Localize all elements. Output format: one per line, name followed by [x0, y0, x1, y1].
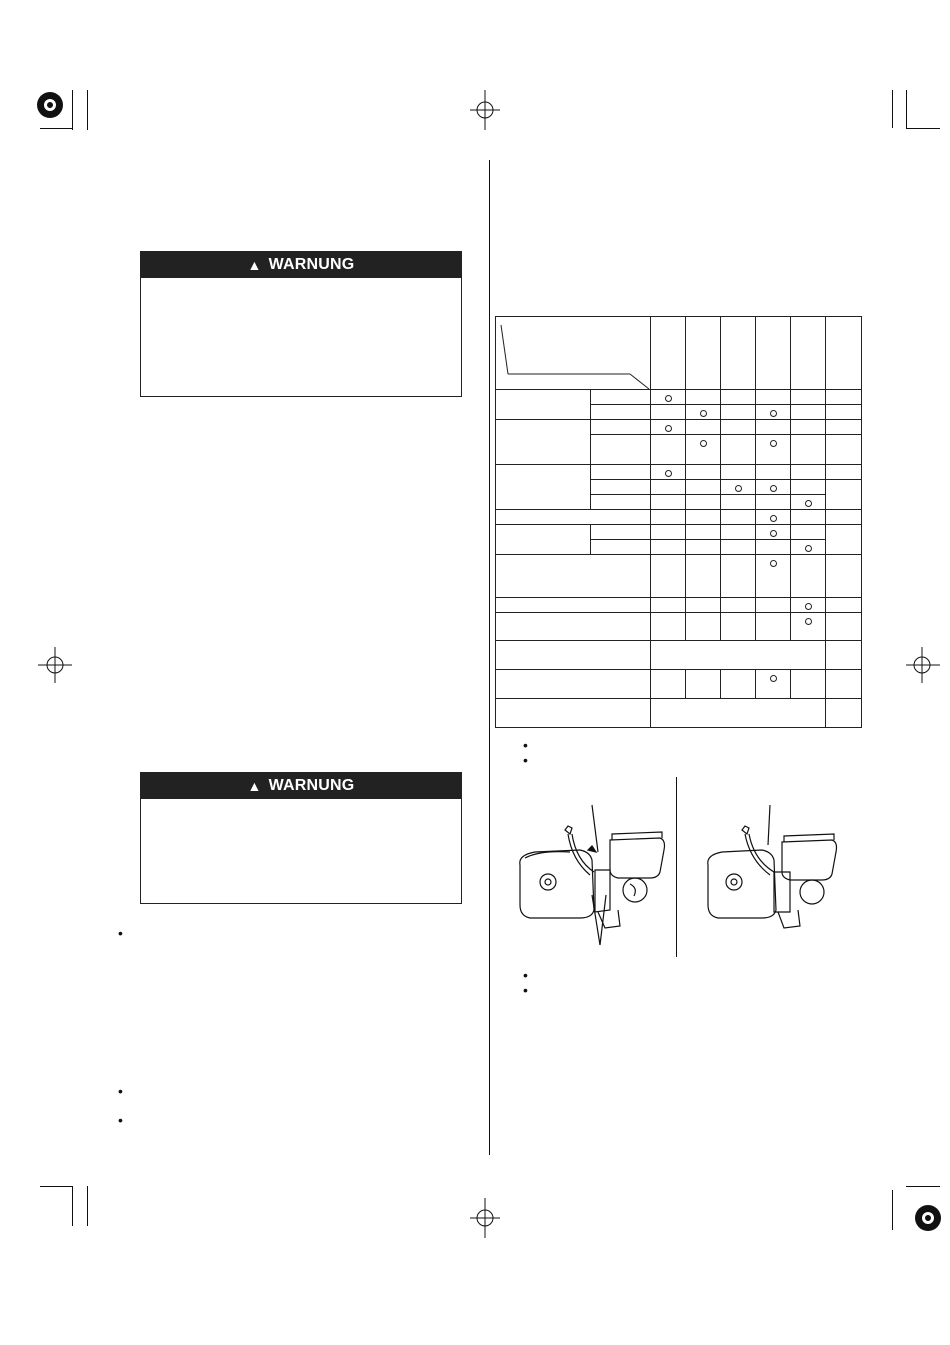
registration-crosshair-bottom [465, 1198, 505, 1238]
table-row [496, 641, 862, 670]
table-row [496, 699, 862, 728]
illustration-divider [676, 777, 677, 957]
bullet-marker: • [523, 752, 528, 768]
table-row [496, 598, 862, 613]
bullet-marker: • [523, 982, 528, 998]
warning-triangle-icon: ▲ [247, 778, 262, 794]
engine-illustration-right [700, 800, 860, 950]
schedule-mark [700, 440, 707, 447]
warning-label: WARNUNG [268, 777, 355, 794]
schedule-mark [665, 425, 672, 432]
table-row [496, 670, 862, 699]
schedule-mark [805, 618, 812, 625]
schedule-mark [770, 410, 777, 417]
warning-box-1 [140, 251, 462, 397]
table-row [496, 525, 862, 540]
warning-label: WARNUNG [268, 256, 355, 273]
table-row [496, 510, 862, 525]
table-header-corner [496, 317, 651, 390]
schedule-mark [700, 410, 707, 417]
table-row [496, 613, 862, 641]
registration-crosshair-right [900, 645, 945, 685]
schedule-mark [770, 530, 777, 537]
column-divider [489, 160, 490, 1155]
schedule-mark [665, 470, 672, 477]
schedule-mark [770, 675, 777, 682]
table-row [496, 465, 862, 480]
warning-header [141, 252, 461, 278]
bullet-marker: • [118, 1112, 123, 1128]
warning-header [141, 773, 461, 799]
schedule-mark [805, 545, 812, 552]
table-row [496, 555, 862, 598]
bullet-marker: • [118, 925, 123, 941]
schedule-mark [735, 485, 742, 492]
table-row [496, 420, 862, 435]
schedule-mark [770, 560, 777, 567]
maintenance-schedule-table [495, 316, 862, 728]
registration-crosshair-top [465, 90, 505, 130]
schedule-mark [770, 485, 777, 492]
engine-illustration-left [510, 800, 675, 950]
bullet-marker: • [523, 737, 528, 753]
schedule-mark [805, 603, 812, 610]
schedule-mark [770, 440, 777, 447]
schedule-mark [770, 515, 777, 522]
schedule-mark [665, 395, 672, 402]
schedule-mark [805, 500, 812, 507]
table-row [496, 390, 862, 405]
warning-box-2 [140, 772, 462, 904]
bullet-marker: • [523, 967, 528, 983]
registration-target-icon [908, 1198, 948, 1238]
registration-crosshair-left [30, 645, 80, 685]
warning-triangle-icon: ▲ [247, 257, 262, 273]
bullet-marker: • [118, 1083, 123, 1099]
